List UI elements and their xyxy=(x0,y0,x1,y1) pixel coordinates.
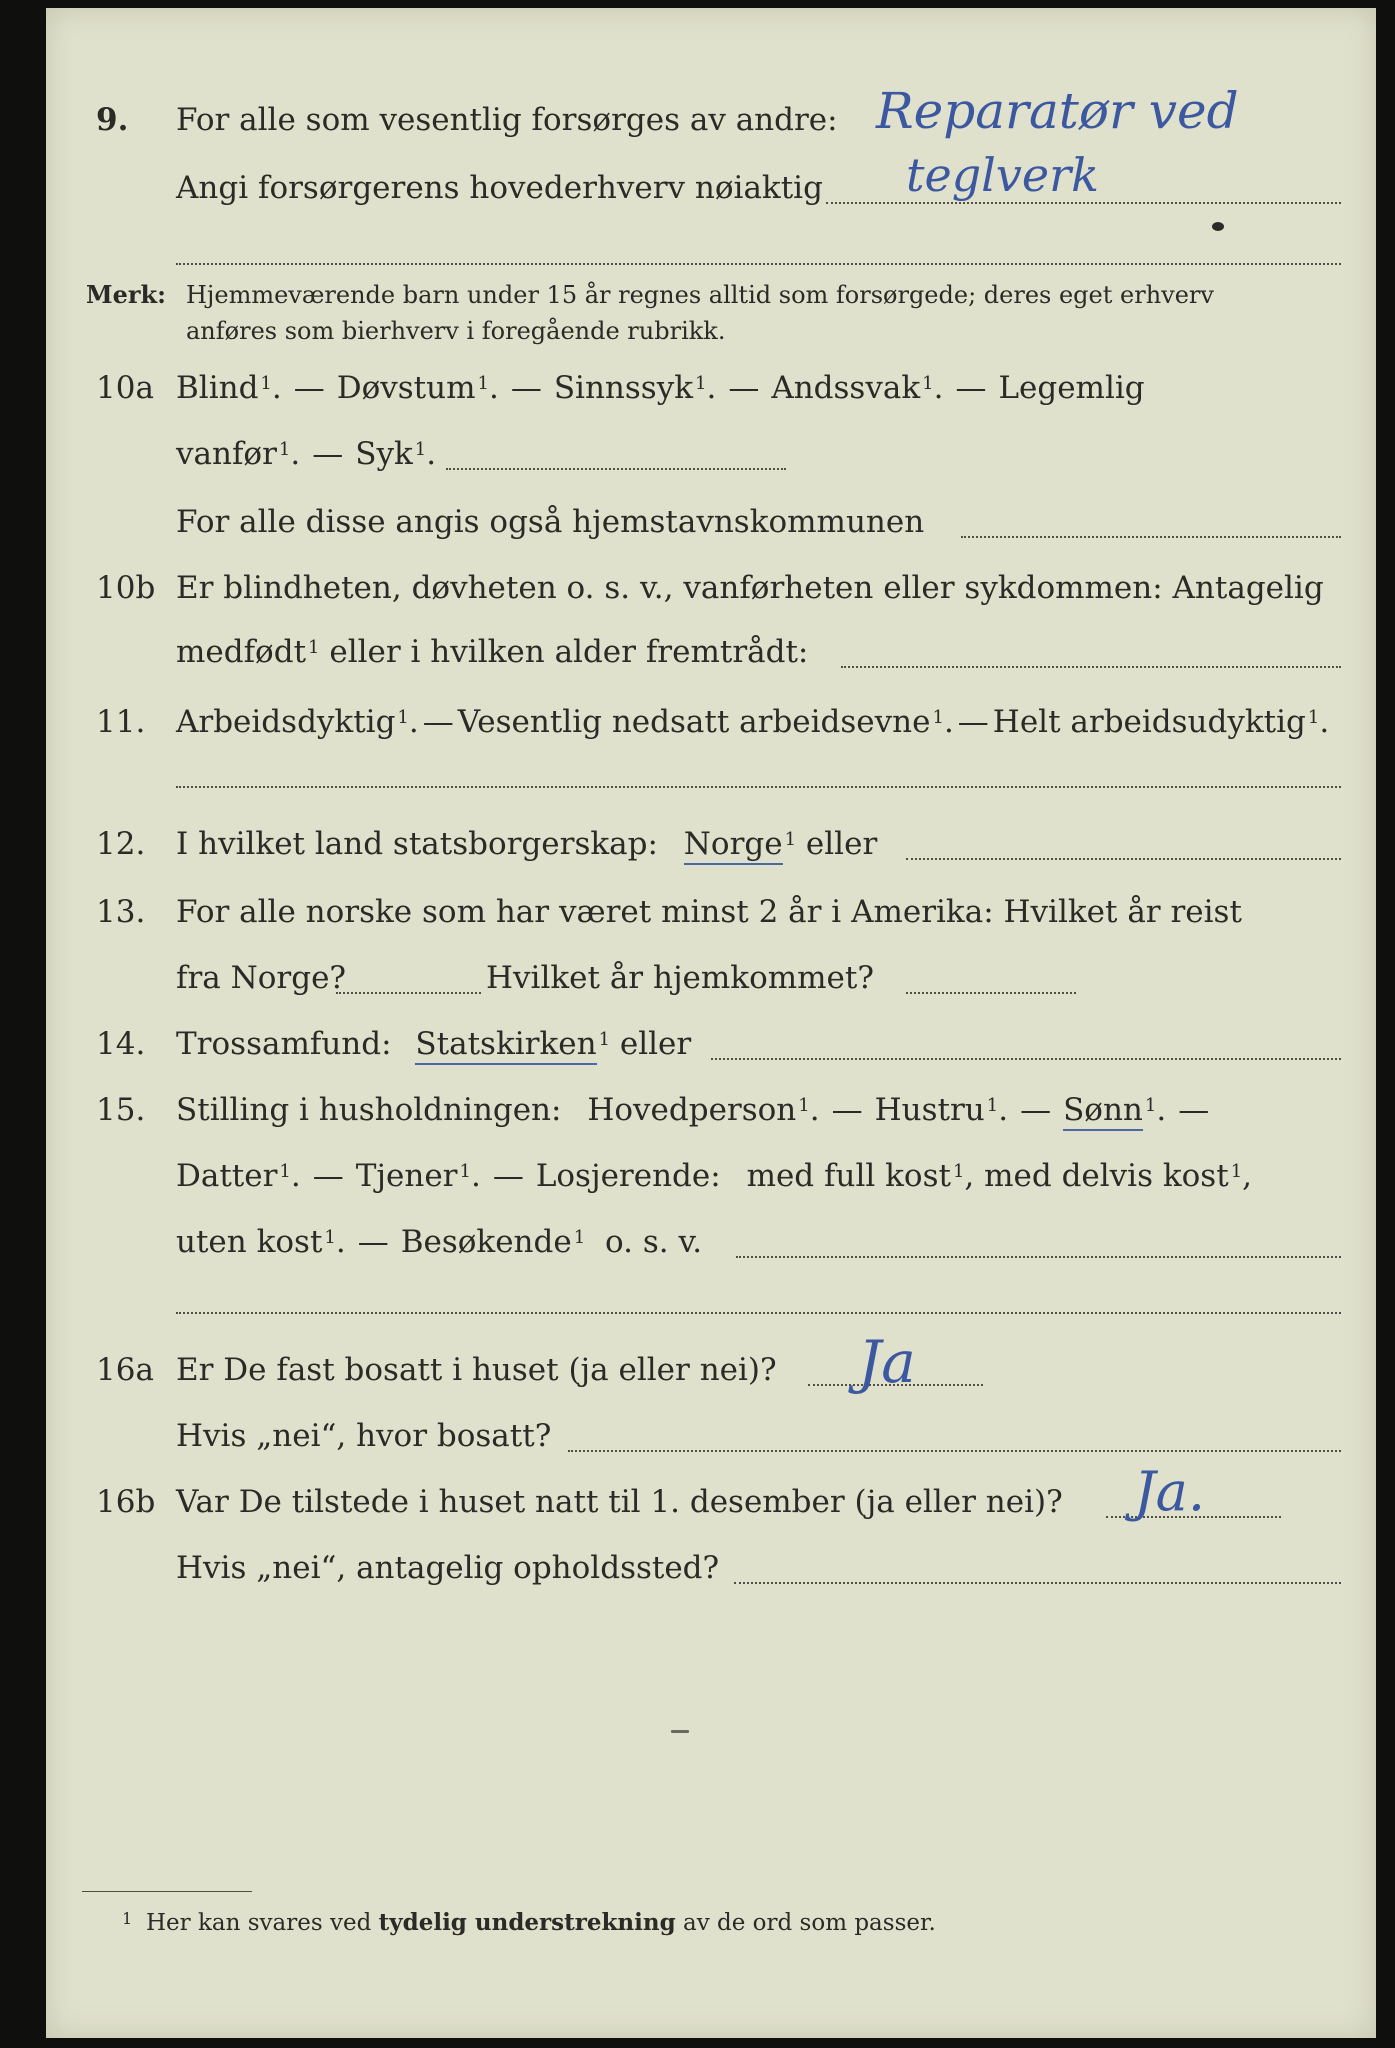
option-vanfor[interactable]: vanfør xyxy=(176,436,277,472)
merk-line1 xyxy=(46,278,1376,312)
q16a-answer-handwritten: Ja xyxy=(858,1328,916,1396)
option-hustru[interactable]: Hustru xyxy=(874,1092,985,1128)
q16b-opholdssted: Hvis „nei“, antagelig opholdssted? xyxy=(176,1550,720,1586)
q15-line3: uten kost $^1$. — Besøkende $^1$ o. s. v. xyxy=(176,1224,703,1260)
option-hovedperson[interactable]: Hovedperson xyxy=(587,1092,797,1128)
q16b-answer-handwritten: Ja. xyxy=(1134,1460,1206,1523)
q16b-number: 16b xyxy=(96,1484,156,1520)
q10b-alder: eller i hvilken alder fremtrådt: xyxy=(329,634,809,670)
q10b-line2: medfødt $^1$ eller i hvilken alder fremtrådt: xyxy=(176,634,809,670)
footnote-marker: 1 xyxy=(122,1909,133,1928)
census-form-page xyxy=(46,8,1376,2038)
option-sonn-underlined[interactable]: Sønn xyxy=(1063,1092,1143,1131)
q10b-question: Er blindheten, døvheten o. s. v., vanførheten eller sykdommen: Antagelig xyxy=(176,570,1324,606)
option-medfodt[interactable]: medfødt xyxy=(176,634,307,670)
q10b-answer-line xyxy=(841,666,1341,668)
option-datter[interactable]: Datter xyxy=(176,1158,278,1194)
q10a-syk-line xyxy=(446,468,786,470)
option-andssvak[interactable]: Andssvak xyxy=(771,370,921,406)
q15-extra-line xyxy=(176,1312,1341,1314)
option-arbeidsudyktig[interactable]: Helt arbeidsudyktig xyxy=(992,704,1306,740)
option-syk[interactable]: Syk xyxy=(355,436,413,472)
q13-hjemkommet: Hvilket år hjemkommet? xyxy=(486,960,874,996)
q15-line1: 15. Stilling i husholdningen: Hovedperson $^1$. — Hustru $^1$. — Sønn $^1$. — xyxy=(46,1090,1376,1130)
q10a-number: 10a xyxy=(96,370,154,406)
q9-answer-handwritten-1: Reparatør ved xyxy=(876,82,1239,140)
q16a-line1 xyxy=(46,1350,1376,1390)
q11-line: 11. Arbeidsdyktig $^1$. — Vesentlig nedsatt arbeidsevne $^1$. — Helt arbeidsudyktig $^1$. xyxy=(96,704,1330,740)
option-besokende[interactable]: Besøkende xyxy=(400,1224,572,1260)
q9-extra-line xyxy=(176,263,1341,265)
footnote-text-post: av de ord som passer. xyxy=(683,1910,936,1936)
q10a-hjemstavn: For alle disse angis også hjemstavnskommunen xyxy=(176,504,925,540)
option-uten-kost[interactable]: uten kost xyxy=(176,1224,323,1260)
option-full-kost[interactable]: med full kost xyxy=(746,1158,951,1194)
option-legemlig[interactable]: Legemlig xyxy=(998,370,1145,406)
q11-number: 11. xyxy=(96,704,146,740)
q9-question-line2: Angi forsørgerens hovederhverv nøiaktig xyxy=(176,170,823,206)
option-blind[interactable]: Blind xyxy=(176,370,259,406)
q15-losjerende: Losjerende: xyxy=(535,1158,721,1194)
q13-question: For alle norske som har været minst 2 år i Amerika: Hvilket år reist xyxy=(176,894,1242,930)
q10a-line1: 10a Blind $^1$. — Døvstum $^1$. — Sinnssyk $^1$. — Andssvak $^1$. — Legemlig xyxy=(96,370,1145,406)
q12-answer-line xyxy=(906,858,1341,860)
q9-answer-line xyxy=(826,202,1341,204)
merk-text-line2: anføres som bierhverv i foregående rubrikk. xyxy=(186,317,726,345)
option-statskirken-underlined[interactable]: Statskirken xyxy=(415,1026,596,1065)
q10b-number: 10b xyxy=(96,570,156,606)
option-arbeidsdyktig[interactable]: Arbeidsdyktig xyxy=(176,704,396,740)
q16a-question: Er De fast bosatt i huset (ja eller nei)? xyxy=(176,1352,777,1388)
q12-number: 12. xyxy=(96,826,146,862)
q10a-hjemstavn-line xyxy=(961,536,1341,538)
q13-line1 xyxy=(46,892,1376,932)
q13-hjemkommet-line xyxy=(906,992,1076,994)
q16a-bosatt-line xyxy=(568,1450,1341,1452)
q16b-question: Var De tilstede i huset natt til 1. desember (ja eller nei)? xyxy=(176,1484,1063,1520)
q13-number: 13. xyxy=(96,894,146,930)
footnote-rule xyxy=(82,1891,252,1892)
q12-question: I hvilket land statsborgerskap: xyxy=(176,826,658,862)
q15-osv: o. s. v. xyxy=(605,1224,703,1260)
q16a-number: 16a xyxy=(96,1352,154,1388)
q9-answer-handwritten-2: teglverk xyxy=(906,148,1099,202)
q16b-opholdssted-line xyxy=(734,1582,1341,1584)
merk-line2 xyxy=(46,314,1376,348)
q14-answer-line xyxy=(711,1058,1341,1060)
option-nedsatt-arbeidsevne[interactable]: Vesentlig nedsatt arbeidsevne xyxy=(457,704,931,740)
q9-number: 9. xyxy=(96,102,129,138)
option-dovstum[interactable]: Døvstum xyxy=(336,370,476,406)
footnote-text-pre: Her kan svares ved xyxy=(146,1910,372,1936)
footnote xyxy=(46,1908,1376,1938)
q15-answer-line xyxy=(736,1256,1341,1258)
q10a-line2: vanfør $^1$. — Syk $^1$. xyxy=(176,436,437,472)
q14-number: 14. xyxy=(96,1026,146,1062)
q12-line: 12. I hvilket land statsborgerskap: Norge $^1$ eller xyxy=(46,824,1376,864)
q15-question: Stilling i husholdningen: xyxy=(176,1092,562,1128)
q11-extra-line xyxy=(176,786,1341,788)
option-sinnssyk[interactable]: Sinnssyk xyxy=(553,370,694,406)
q12-eller: eller xyxy=(805,826,878,862)
q10b-line1 xyxy=(46,568,1376,608)
q13-reist-line xyxy=(336,992,481,994)
q9-question: For alle som vesentlig forsørges av andre: xyxy=(176,102,838,138)
q14-eller: eller xyxy=(619,1026,692,1062)
q14-question: Trossamfund: xyxy=(176,1026,392,1062)
q13-line2 xyxy=(46,958,1376,998)
option-norge-underlined[interactable]: Norge xyxy=(684,826,783,865)
stray-mark xyxy=(671,1730,689,1733)
merk-text-line1: Hjemmeværende barn under 15 år regnes alltid som forsørgede; deres eget erhverv xyxy=(186,281,1214,309)
q15-number: 15. xyxy=(96,1092,146,1128)
footnote-text-bold: tydelig understrekning xyxy=(378,1909,676,1936)
q16a-hvor-bosatt: Hvis „nei“, hvor bosatt? xyxy=(176,1418,552,1454)
option-tjener[interactable]: Tjener xyxy=(355,1158,458,1194)
q13-reist: fra Norge? xyxy=(176,960,347,996)
ink-spot xyxy=(1212,222,1224,231)
q15-line2: Datter $^1$. — Tjener $^1$. — Losjerende: med full kost $^1$, med delvis kost $^1$, xyxy=(176,1158,1252,1194)
merk-label: Merk: xyxy=(86,280,166,309)
option-delvis-kost[interactable]: med delvis kost xyxy=(984,1158,1229,1194)
q14-line: 14. Trossamfund: Statskirken $^1$ eller xyxy=(46,1024,1376,1064)
